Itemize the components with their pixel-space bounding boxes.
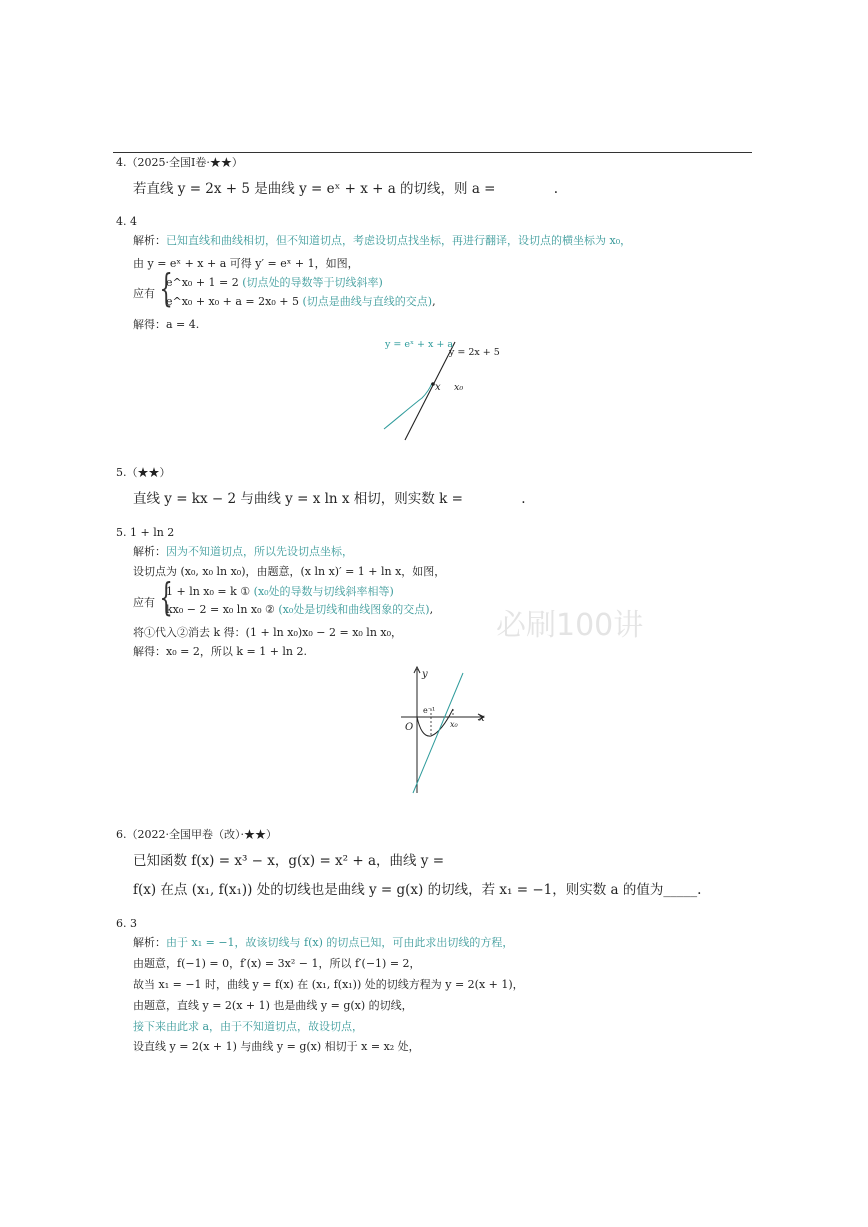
a5-sys2-note: (x₀处是切线和曲线图象的交点) <box>278 603 430 616</box>
a6-number: 6. 3 <box>116 917 137 930</box>
a5-analysis-text: 因为不知道切点，所以先设切点坐标， <box>166 545 353 558</box>
a4-number: 4. 4 <box>116 215 137 228</box>
a5-line4: 将①代入②消去 k 得：(1 + ln x₀)x₀ − 2 = x₀ ln x₀， <box>133 626 403 639</box>
a5-brace: { <box>159 575 173 619</box>
x-axis-label: x <box>479 713 485 724</box>
a4-line2: 由 y = eˣ + x + a 可得 y′ = eˣ + 1，如图， <box>133 257 359 270</box>
a5-sys2 <box>166 603 433 617</box>
q4-blank: ________ <box>499 181 554 197</box>
y-label: y <box>422 669 428 680</box>
a5-analysis-line <box>133 545 353 559</box>
figure-tangent-xlnx <box>395 665 495 800</box>
a4-sys1 <box>166 276 383 290</box>
a5-number: 5. 1 + ln 2 <box>116 526 175 539</box>
a6-analysis-line <box>133 936 513 950</box>
q5-stem <box>133 490 525 508</box>
a4-sys1-eq: e^x₀ + 1 = 2 <box>166 276 239 289</box>
x-label: x <box>435 382 441 393</box>
q5-stem-text: 直线 y = kx − 2 与曲线 y = x ln x 相切，则实数 k = <box>133 491 463 507</box>
curve-label: y = eˣ + x + a <box>385 339 454 350</box>
figure-tangent-exp <box>370 336 520 446</box>
a4-sys2 <box>166 295 436 309</box>
a5-sys1 <box>166 585 394 599</box>
q6-line2 <box>133 881 701 899</box>
q4-stem-text: 若直线 y = 2x + 5 是曲线 y = eˣ + x + a 的切线，则 a = <box>133 181 496 197</box>
curve-exp <box>384 383 432 429</box>
a6-line4: 由题意，直线 y = 2(x + 1) 也是曲线 y = g(x) 的切线， <box>133 999 413 1012</box>
a4-analysis-label: 解析： <box>133 234 166 247</box>
q4-stem <box>133 180 558 198</box>
line-label: y = 2x + 5 <box>449 347 500 358</box>
a4-sys-end: , <box>432 295 436 308</box>
q6-line1: 已知函数 f(x) = x³ − x，g(x) = x² + a，曲线 y = <box>133 853 445 869</box>
a6-line6: 设直线 y = 2(x + 1) 与曲线 y = g(x) 相切于 x = x₂ 处， <box>133 1040 420 1053</box>
a6-line5: 接下来由此求 a，由于不知道切点，故设切点， <box>133 1020 364 1033</box>
top-rule <box>113 152 752 153</box>
q6-header: 6.（2022·全国甲卷（改）·★★） <box>116 828 277 841</box>
a4-sys1-note: (切点处的导数等于切线斜率) <box>242 276 383 289</box>
q5-header: 5.（★★） <box>116 466 171 479</box>
a5-analysis-label: 解析： <box>133 545 166 558</box>
a5-line2: 设切点为 (x₀, x₀ ln x₀)，由题意，(x ln x)′ = 1 + ln x，如图， <box>133 565 446 578</box>
a6-line3: 故当 x₁ = −1 时，曲线 y = f(x) 在 (x₁, f(x₁)) 处的切线方程为 y = 2(x + 1)， <box>133 978 524 991</box>
q4-stem-end: . <box>553 181 559 197</box>
q6-line2-text: f(x) 在点 (x₁, f(x₁)) 处的切线也是曲线 y = g(x) 的切线，若 x₁ = −1，则实数 a 的值为 <box>133 882 664 898</box>
a5-sys2-eq: kx₀ − 2 = x₀ ln x₀ ② <box>166 603 275 616</box>
a4-sys2-eq: e^x₀ + x₀ + a = 2x₀ + 5 <box>166 295 299 308</box>
q5-blank: ________ <box>467 491 522 507</box>
x0-label: x₀ <box>454 382 464 393</box>
a5-solve: 解得：x₀ = 2，所以 k = 1 + ln 2. <box>133 645 307 658</box>
a6-line2: 由题意，f(−1) = 0，f′(x) = 3x² − 1，所以 f′(−1) = 2， <box>133 957 421 970</box>
a4-brace: { <box>159 266 173 310</box>
tangent-line <box>405 342 455 440</box>
x0-label-2: x₀ <box>450 720 458 729</box>
a5-system-label: 应有 <box>133 596 155 609</box>
a4-system-label: 应有 <box>133 287 155 300</box>
origin-label: O <box>405 722 414 733</box>
a5-sys1-note: (x₀处的导数与切线斜率相等) <box>253 585 394 598</box>
a4-analysis-line <box>133 234 631 248</box>
a6-analysis-text: 由于 x₁ = −1，故该切线与 f(x) 的切点已知，可由此求出切线的方程， <box>166 936 514 949</box>
tangent-line-2 <box>413 673 463 793</box>
a4-analysis-text: 已知直线和曲线相切，但不知道切点，考虑设切点找坐标，再进行翻译，设切点的横坐标为 x₀， <box>166 234 632 247</box>
watermark: 必刷100讲 <box>496 608 644 643</box>
a5-sys-end: , <box>429 603 434 616</box>
a6-analysis-label: 解析： <box>133 936 166 949</box>
a5-sys1-eq: 1 + ln x₀ = k ① <box>166 585 251 598</box>
q5-stem-end: . <box>521 491 526 507</box>
q6-line2-end: . <box>697 882 702 898</box>
a4-solve: 解得：a = 4. <box>133 318 200 331</box>
e-label: e⁻¹ <box>423 706 436 715</box>
q4-header: 4.（2025·全国Ⅰ卷·★★） <box>116 156 243 169</box>
a4-sys2-note: (切点是曲线与直线的交点) <box>302 295 433 308</box>
q6-blank: _____ <box>663 882 698 898</box>
